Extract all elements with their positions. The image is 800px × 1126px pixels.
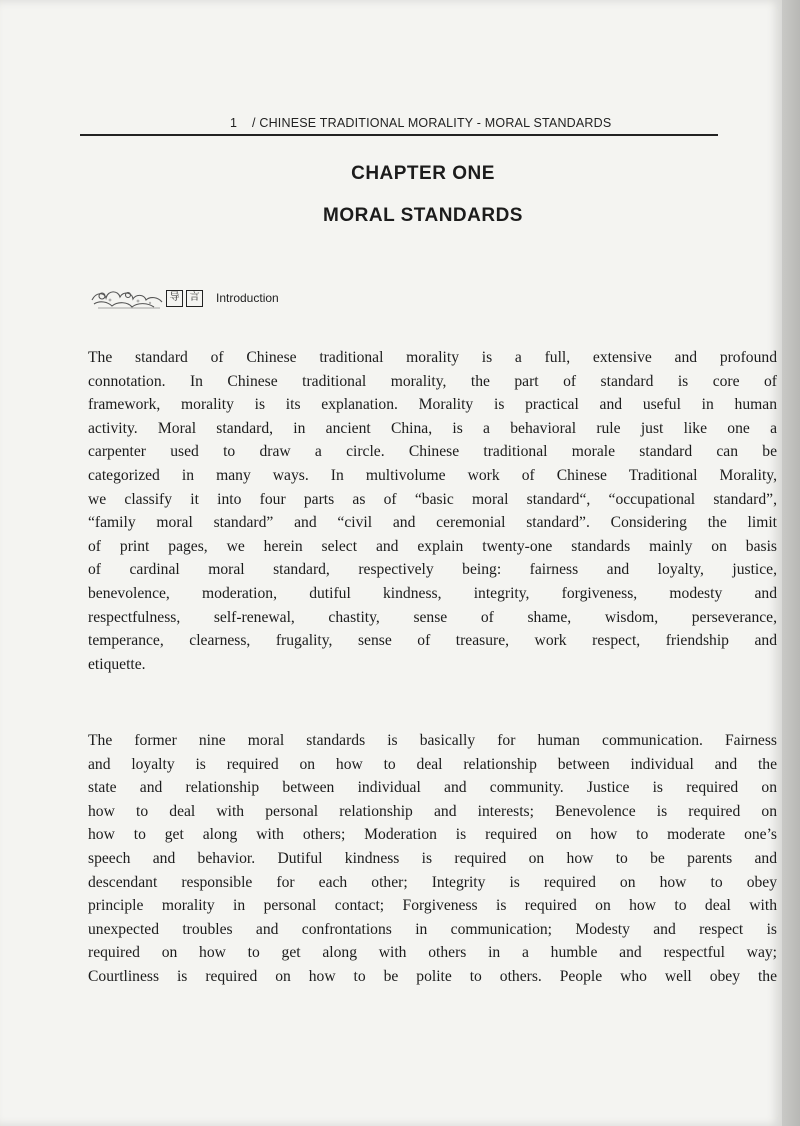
page-edge: [782, 0, 800, 1126]
text-line: and loyalty is required on how to deal relationship between individual and the: [88, 755, 777, 773]
running-title: / CHINESE TRADITIONAL MORALITY - MORAL STANDARDS: [252, 116, 612, 130]
text-line: we classify it into four parts as of “basic moral standard“, “occupational standard”,: [88, 490, 777, 508]
text-line: state and relationship between individual and community. Justice is required on: [88, 779, 777, 797]
text-line: of print pages, we herein select and explain twenty-one standards mainly on basis: [88, 537, 777, 555]
chapter-title: MORAL STANDARDS: [323, 205, 523, 226]
text-line: speech and behavior. Dutiful kindness is required on how to be parents and: [88, 849, 777, 867]
text-line: how to deal with personal relationship and interests; Benevolence is required on: [88, 802, 777, 820]
text-line: etiquette.: [88, 655, 146, 673]
text-line: activity. Moral standard, in ancient China, is a behavioral rule just like one a: [88, 419, 777, 437]
text-line: categorized in many ways. In multivolume work of Chinese Traditional Morality,: [88, 466, 777, 484]
chapter-number: CHAPTER ONE: [351, 163, 495, 184]
text-line: benevolence, moderation, dutiful kindness, integrity, forgiveness, modesty and: [88, 584, 777, 602]
text-line: descendant responsible for each other; Integrity is required on how to obey: [88, 873, 777, 891]
text-line: carpenter used to draw a circle. Chinese traditional morale standard can be: [88, 443, 777, 461]
text-line: principle morality in personal contact; Forgiveness is required on how to deal with: [88, 897, 777, 915]
text-line: The former nine moral standards is basically for human communication. Fairness: [88, 732, 777, 749]
text-line: unexpected troubles and confrontations in communication; Modesty and respect is: [88, 920, 777, 938]
paragraph-2: [88, 729, 777, 989]
cloud-ornament-icon: [88, 280, 166, 314]
page-number: 1: [230, 116, 238, 130]
text-line: Courtliness is required on how to be polite to others. People who well obey the: [88, 967, 777, 985]
intro-char-box-1: 导: [166, 290, 183, 307]
header-rule: [80, 134, 718, 136]
introduction-heading: [88, 280, 488, 314]
text-line: of cardinal moral standard, respectively being: fairness and loyalty, justice,: [88, 561, 777, 579]
text-line: how to get along with others; Moderation is required on how to moderate one’s: [88, 826, 777, 844]
text-line: framework, morality is its explanation. Morality is practical and useful in human: [88, 396, 777, 414]
text-line: temperance, clearness, frugality, sense of treasure, work respect, friendship and: [88, 632, 777, 650]
running-header: [80, 113, 716, 133]
text-line: “family moral standard” and “civil and ceremonial standard”. Considering the limit: [88, 514, 777, 532]
intro-label: Introduction: [216, 291, 279, 305]
text-line: required on how to get along with others in a humble and respectful way;: [88, 944, 777, 962]
text-line: connotation. In Chinese traditional morality, the part of standard is core of: [88, 372, 777, 390]
intro-char-box-2: 言: [186, 290, 203, 307]
paragraph-1: [88, 346, 777, 676]
text-line: The standard of Chinese traditional morality is a full, extensive and profound: [88, 349, 777, 366]
text-line: respectfulness, self-renewal, chastity, sense of shame, wisdom, perseverance,: [88, 608, 777, 626]
